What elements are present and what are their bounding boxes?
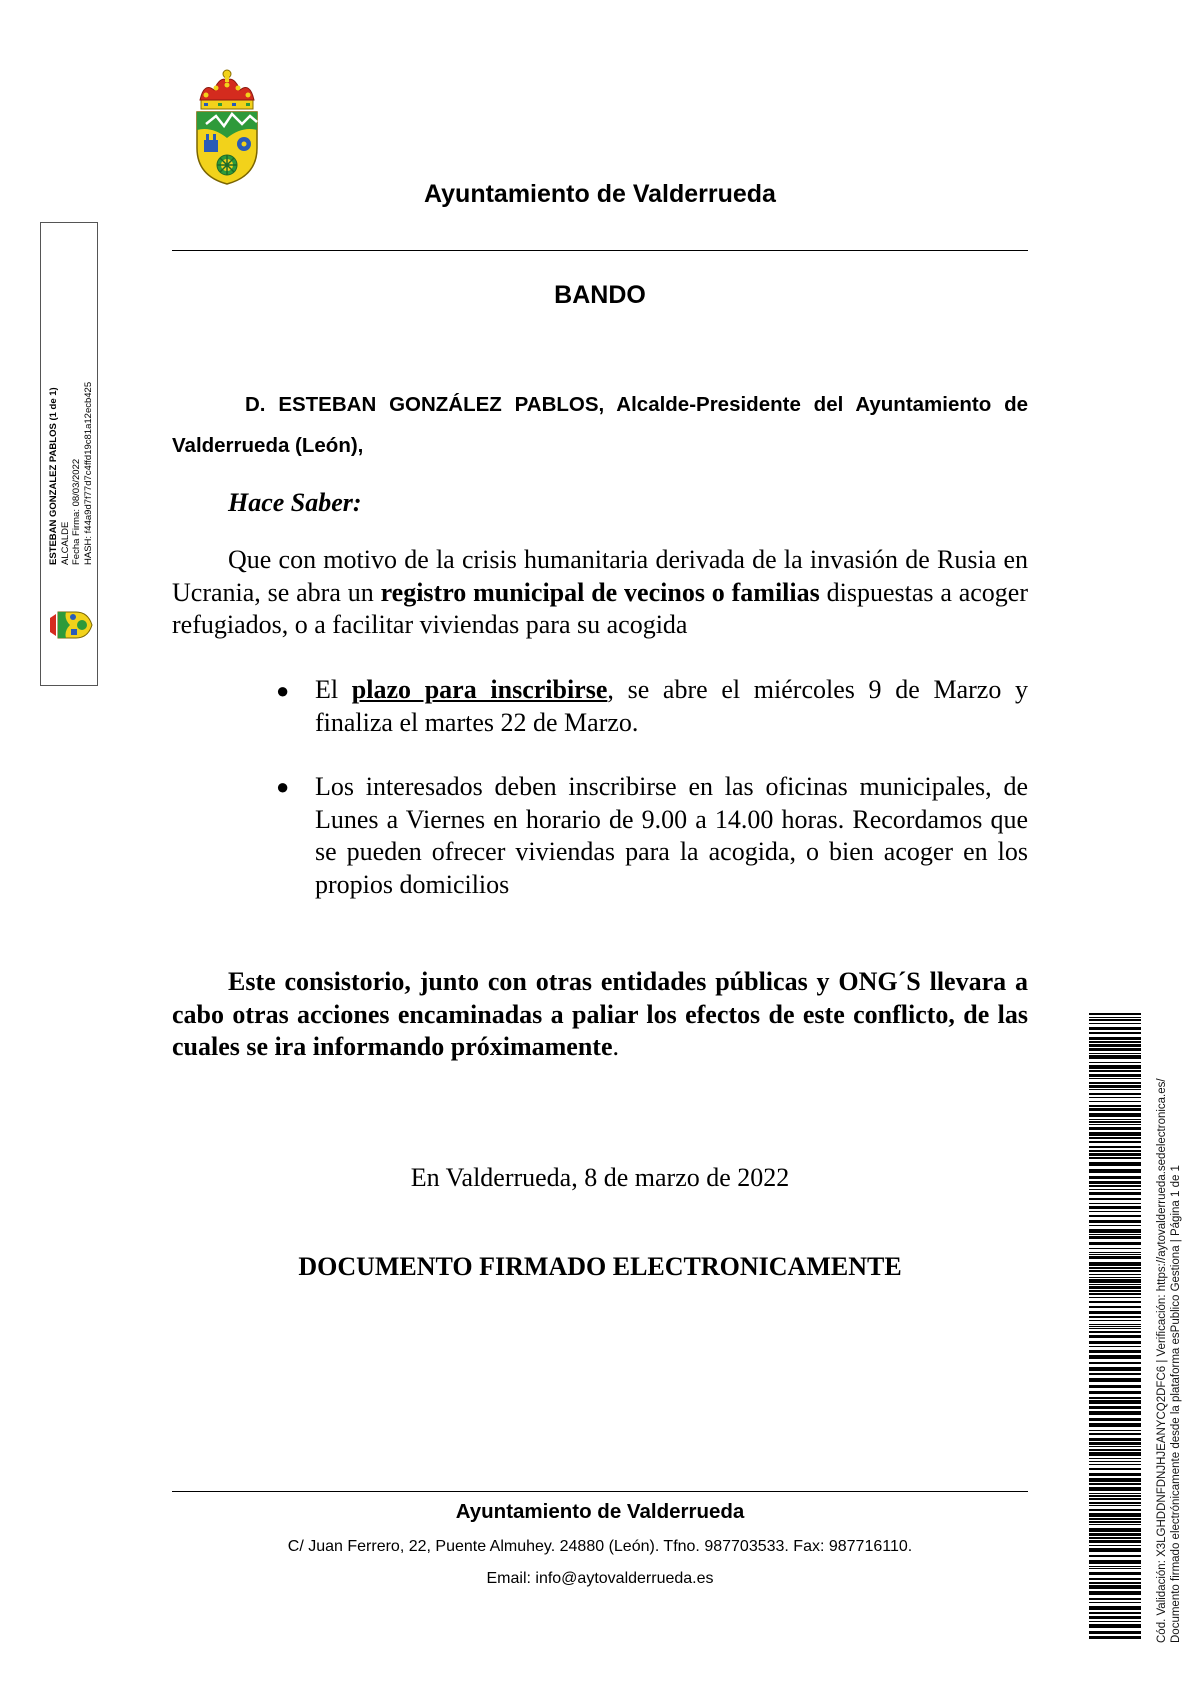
barcode-bar: [1089, 1537, 1141, 1539]
barcode-bar: [1089, 1493, 1141, 1494]
barcode-bar: [1089, 1585, 1141, 1589]
barcode-bar: [1089, 1048, 1141, 1051]
barcode-bar: [1089, 1198, 1141, 1200]
barcode-bar: [1089, 1274, 1141, 1275]
barcode-bar: [1089, 1495, 1141, 1497]
closing-paragraph-period: .: [612, 1032, 620, 1061]
barcode-bar: [1089, 1406, 1141, 1409]
barcode-bar: [1089, 1631, 1141, 1634]
barcode-bar: [1089, 1101, 1141, 1102]
barcode-bar: [1089, 1093, 1141, 1095]
barcode-bar: [1089, 1464, 1141, 1465]
barcode-bar: [1089, 1524, 1141, 1525]
barcode-bar: [1089, 1373, 1141, 1375]
barcode-bar: [1089, 1548, 1141, 1552]
barcode-bar: [1089, 1430, 1141, 1431]
barcode-bar: [1089, 1027, 1141, 1030]
footer-divider: [172, 1491, 1028, 1492]
barcode-bar: [1089, 1089, 1141, 1090]
paragraph-text-end: dispuestas a acoger refugiados, o a facilitar viviendas para su acogida: [172, 577, 1028, 639]
barcode-bar: [1089, 1082, 1141, 1084]
barcode-bar: [1089, 1328, 1141, 1329]
barcode-bar: [1089, 1290, 1141, 1292]
barcode-bar: [1089, 1013, 1141, 1015]
barcode-bar: [1089, 1254, 1141, 1255]
barcode-bar: [1089, 1612, 1141, 1614]
barcode-bar: [1089, 1085, 1141, 1088]
barcode-bar: [1089, 1121, 1141, 1123]
barcode-bar: [1089, 1513, 1141, 1517]
barcode-bar: [1089, 1568, 1141, 1569]
barcode-bar: [1089, 1341, 1141, 1344]
barcode-bar: [1089, 1478, 1141, 1482]
barcode-bar: [1089, 1132, 1141, 1136]
barcode-bar: [1089, 1518, 1141, 1520]
hace-saber-heading: Hace Saber:: [228, 488, 362, 517]
barcode-bar: [1089, 1189, 1141, 1190]
barcode-bar: [1089, 1540, 1141, 1543]
barcode-bar: [1089, 1225, 1141, 1226]
barcode-bar: [1089, 1293, 1141, 1295]
barcode-bar: [1089, 1074, 1141, 1077]
barcode-bar: [1089, 1324, 1141, 1325]
barcode-bar: [1089, 1411, 1141, 1415]
barcode-bar: [1089, 1248, 1141, 1249]
barcode-bar: [1089, 1438, 1141, 1441]
barcode-bar: [1089, 1326, 1141, 1327]
barcode-bar: [1089, 1533, 1141, 1536]
barcode-bar: [1089, 1127, 1141, 1130]
barcode-bar: [1089, 1097, 1141, 1098]
barcode-bar: [1089, 1192, 1141, 1195]
barcode-bar: [1089, 1545, 1141, 1546]
stamp-coat-of-arms-logo: [48, 608, 98, 642]
barcode-bar: [1089, 1616, 1141, 1619]
bullet-icon: ●: [276, 774, 290, 799]
list-item-deadline: [315, 674, 1028, 739]
stamp-date: Fecha Firma: 08/03/2022: [71, 458, 82, 565]
barcode-bar: [1089, 1119, 1141, 1120]
validation-barcode: [1089, 1013, 1141, 1640]
barcode-bar: [1089, 1621, 1141, 1622]
barcode-bar: [1089, 1041, 1141, 1043]
barcode-bar: [1089, 1505, 1141, 1506]
barcode-bar: [1089, 1262, 1141, 1266]
barcode-bar: [1089, 1624, 1141, 1628]
barcode-bar: [1089, 1055, 1141, 1059]
barcode-bar: [1089, 1023, 1141, 1024]
mayor-introduction: D. ESTEBAN GONZÁLEZ PABLOS, Alcalde-Presidente del Ayuntamiento de Valderrueda (León),: [172, 393, 1028, 457]
barcode-bar: [1089, 1397, 1141, 1399]
barcode-bar: [1089, 1461, 1141, 1462]
barcode-bar: [1089, 1053, 1141, 1054]
barcode-bar: [1089, 1355, 1141, 1359]
barcode-bar: [1089, 1346, 1141, 1347]
date-line: En Valderrueda, 8 de marzo de 2022: [410, 1163, 790, 1192]
barcode-bar: [1089, 1242, 1141, 1245]
barcode-bar: [1089, 1185, 1141, 1187]
barcode-bar: [1089, 1449, 1141, 1451]
barcode-bar: [1089, 1062, 1141, 1063]
barcode-bar: [1089, 1286, 1141, 1289]
barcode-bar: [1089, 1418, 1141, 1421]
closing-paragraph: [172, 966, 1028, 1064]
barcode-bar: [1089, 1602, 1141, 1603]
municipal-coat-of-arms-logo: [194, 68, 260, 186]
stamp-role: ALCALDE: [59, 521, 71, 565]
barcode-bar: [1089, 1606, 1141, 1610]
barcode-bar: [1089, 1037, 1141, 1040]
electronic-signature-notice: DOCUMENTO FIRMADO ELECTRONICAMENTE: [298, 1252, 902, 1281]
barcode-bar: [1089, 1270, 1141, 1272]
barcode-bar: [1089, 1362, 1141, 1364]
barcode-bar: [1089, 1267, 1141, 1269]
footer-organization-name: Ayuntamiento de Valderrueda: [455, 1500, 745, 1523]
barcode-bar: [1089, 1331, 1141, 1333]
barcode-bar: [1089, 1070, 1141, 1072]
barcode-bar: [1089, 1206, 1141, 1209]
list-item-text-post: , se abre el miércoles 9 de Marzo y finaliza el martes 22 de Marzo.: [315, 675, 1029, 737]
barcode-bar: [1089, 1044, 1141, 1047]
barcode-bar: [1089, 1176, 1141, 1179]
barcode-bar: [1089, 1256, 1141, 1259]
barcode-bar: [1089, 1203, 1141, 1204]
document-type-heading: BANDO: [554, 281, 646, 309]
paragraph-bold-registry: registro municipal de vecinos o familias: [380, 577, 820, 607]
validation-platform-line: Documento firmado electrónicamente desde la plataforma esPublico Gestiona | Página 1 de 1: [1170, 1165, 1182, 1643]
barcode-bar: [1089, 1528, 1141, 1532]
barcode-bar: [1089, 1555, 1141, 1557]
barcode-bar: [1089, 1433, 1141, 1435]
barcode-bar: [1089, 1320, 1141, 1321]
barcode-bar: [1089, 1252, 1141, 1253]
barcode-bar: [1089, 1502, 1141, 1504]
barcode-bar: [1089, 1468, 1141, 1470]
barcode-bar: [1089, 1311, 1141, 1314]
barcode-bar: [1089, 1234, 1141, 1235]
signature-stamp-text: [48, 345, 94, 565]
footer-email: Email: info@aytovalderrueda.es: [486, 1570, 714, 1587]
barcode-bar: [1089, 1391, 1141, 1394]
barcode-bar: [1089, 1105, 1141, 1107]
organization-title: Ayuntamiento de Valderrueda: [424, 180, 776, 208]
main-announcement-paragraph: [172, 544, 1028, 642]
closing-paragraph-bold: Este consistorio, junto con otras entidades públicas y ONG´S llevara a cabo otras acciones encaminadas a paliar los efectos de este conflicto, de las cuales se ira informando próximamente: [172, 967, 1028, 1061]
barcode-bar: [1089, 1236, 1141, 1239]
barcode-bar: [1089, 1442, 1141, 1445]
list-item-underlined-deadline: plazo para inscribirse: [351, 675, 608, 704]
barcode-bar: [1089, 1017, 1141, 1018]
barcode-bar: [1089, 1483, 1141, 1485]
barcode-bar: [1089, 1141, 1141, 1143]
barcode-bar: [1089, 1473, 1141, 1476]
barcode-bar: [1089, 1350, 1141, 1353]
barcode-bar: [1089, 1498, 1141, 1500]
barcode-bar: [1089, 1301, 1141, 1303]
barcode-bar: [1089, 1458, 1141, 1459]
barcode-bar: [1089, 1400, 1141, 1404]
barcode-bar: [1089, 1446, 1141, 1447]
barcode-bar: [1089, 1284, 1141, 1285]
barcode-bar: [1089, 1367, 1141, 1371]
barcode-bar: [1089, 1279, 1141, 1283]
barcode-bar: [1089, 1572, 1141, 1575]
barcode-bar: [1089, 1297, 1141, 1298]
barcode-bar: [1089, 1220, 1141, 1223]
barcode-bar: [1089, 1169, 1141, 1173]
barcode-bar: [1089, 1582, 1141, 1584]
list-item-registration-info: Los interesados deben inscribirse en las oficinas municipales, de Lunes a Viernes en horario de 9.00 a 14.00 horas. Recordamos que se pueden ofrecer viviendas para la acogida, o bien acoger en los propios domicilios: [315, 772, 1028, 899]
barcode-bar: [1089, 1124, 1141, 1125]
barcode-bar: [1089, 1335, 1141, 1338]
stamp-signer: ESTEBAN GONZALEZ PABLOS (1 de 1): [48, 387, 59, 565]
barcode-bar: [1089, 1598, 1141, 1600]
barcode-bar: [1089, 1306, 1141, 1308]
barcode-bar: [1089, 1591, 1141, 1595]
barcode-bar: [1089, 1229, 1141, 1233]
barcode-bar: [1089, 1487, 1141, 1491]
footer-address: C/ Juan Ferrero, 22, Puente Almuhey. 24880 (León). Tfno. 987703533. Fax: 987716110.: [287, 1538, 913, 1555]
barcode-bar: [1089, 1019, 1141, 1021]
barcode-bar: [1089, 1065, 1141, 1069]
bullet-icon: ●: [276, 678, 290, 703]
barcode-bar: [1089, 1277, 1141, 1278]
barcode-bar: [1089, 1032, 1141, 1034]
barcode-bar: [1089, 1636, 1141, 1639]
barcode-bar: [1089, 1566, 1141, 1567]
barcode-bar: [1089, 1509, 1141, 1511]
paragraph-text-start: Que con motivo de la crisis humanitaria derivada de la invasión de Rusia en Ucrania, se abra un: [172, 545, 1028, 607]
barcode-bar: [1089, 1378, 1141, 1382]
barcode-bar: [1089, 1078, 1141, 1079]
barcode-bar: [1089, 1150, 1141, 1152]
list-item-text-pre: El: [315, 675, 352, 704]
barcode-bar: [1089, 1560, 1141, 1564]
barcode-bar: [1089, 1385, 1141, 1388]
barcode-bar: [1089, 1157, 1141, 1159]
barcode-bar: [1089, 1108, 1141, 1111]
barcode-bar: [1089, 1211, 1141, 1212]
barcode-bar: [1089, 1162, 1141, 1166]
barcode-bar: [1089, 1521, 1141, 1523]
barcode-bar: [1089, 1113, 1141, 1117]
barcode-bar: [1089, 1181, 1141, 1184]
barcode-bar: [1089, 1578, 1141, 1580]
header-divider: [172, 250, 1028, 251]
barcode-bar: [1089, 1215, 1141, 1217]
validation-text: [1155, 1003, 1183, 1643]
barcode-bar: [1089, 1146, 1141, 1148]
validation-code-line: Cód. Validación: X3LGHDDNFDNJHJEANYCQ2DFC6 | Verificación: https://aytovalderrueda.sedelectronica.es/: [1156, 1078, 1168, 1643]
barcode-bar: [1089, 1423, 1141, 1427]
barcode-bar: [1089, 1452, 1141, 1456]
barcode-bar: [1089, 1153, 1141, 1156]
barcode-bar: [1089, 1137, 1141, 1139]
stamp-hash: HASH: f44a9d7f77d7c4ffd19c81a12ecb425: [82, 381, 94, 565]
barcode-bar: [1089, 1316, 1141, 1318]
